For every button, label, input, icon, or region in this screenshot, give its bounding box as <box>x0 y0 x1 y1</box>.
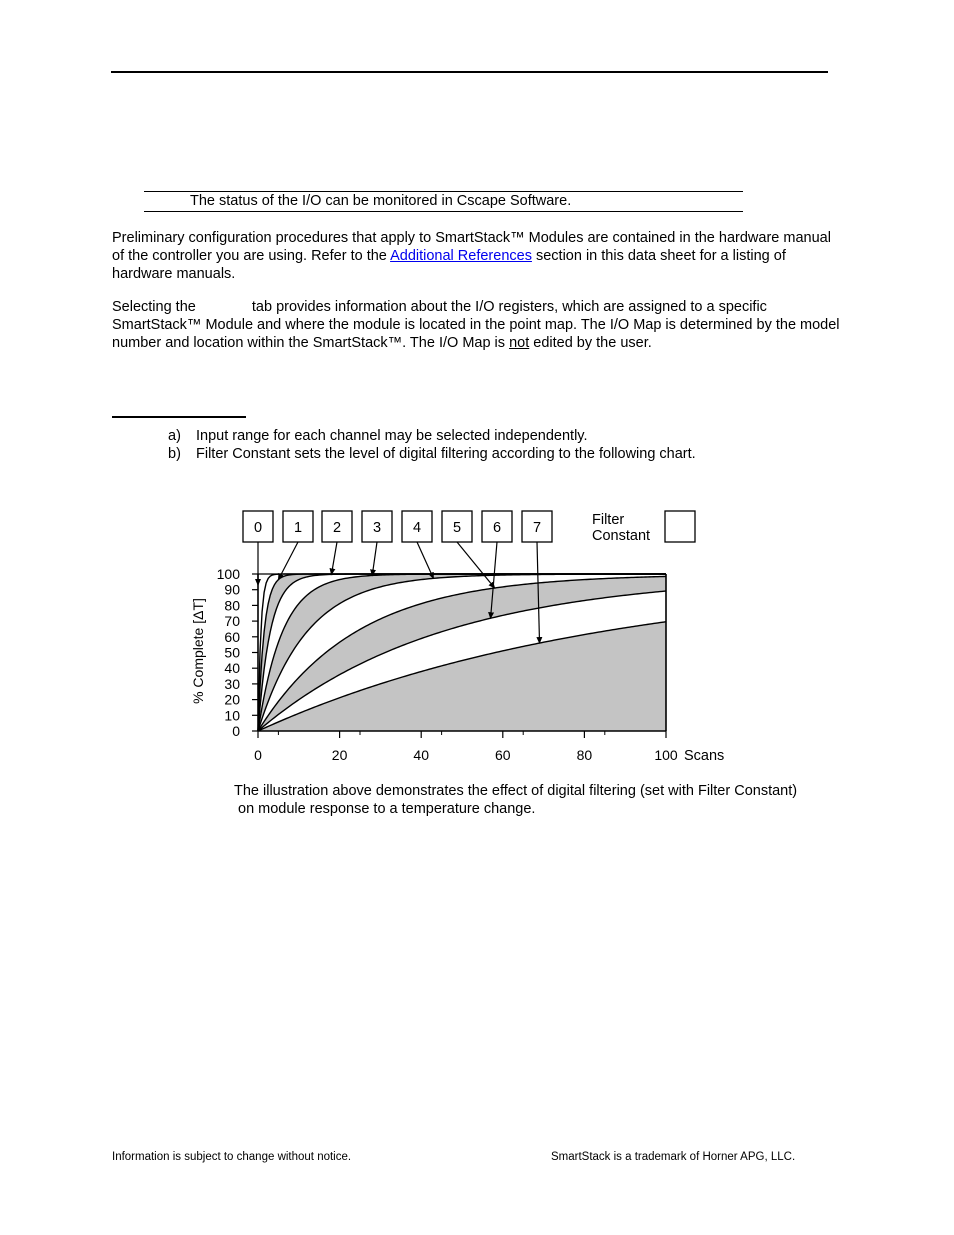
filter-constant-label-2: 2 <box>332 520 342 536</box>
list-item-text: Input range for each channel may be selected independently. <box>196 428 588 444</box>
y-tick-label: 80 <box>224 597 240 614</box>
x-tick-label: 80 <box>576 747 593 763</box>
paragraph-text: tab provides information about the I/O registers, which are assigned to a specific SmartStack™ Module and where the module is located in the point map. The I/O Map is determined by the model number and location within the SmartStack™. The I/O Map is <box>112 299 840 351</box>
x-tick-label: 20 <box>331 747 348 763</box>
callout-arrow-2 <box>331 542 337 574</box>
filter-constant-label-4: 4 <box>412 520 422 536</box>
chart-caption-line2: on module response to a temperature change. <box>238 801 536 817</box>
paragraph-text: Preliminary configuration procedures that apply to SmartStack™ Modules are contained in the hardware manual of the controller you are using. Refer to the <box>112 230 831 264</box>
paragraph-text: section in this data sheet for a listing of hardware manuals. <box>112 248 786 282</box>
x-axis-unit-label: Scans <box>684 748 725 764</box>
y-tick-label: 60 <box>224 628 240 645</box>
legend-box <box>665 511 695 542</box>
x-tick-label: 0 <box>254 747 262 763</box>
y-tick-label: 10 <box>224 707 240 724</box>
additional-references-link[interactable]: Additional References <box>390 248 532 264</box>
chart-caption-line1: The illustration above demonstrates the effect of digital filtering (set with Filter Constant) <box>234 783 798 799</box>
y-tick-label: 40 <box>224 660 240 677</box>
y-tick-label: 100 <box>216 566 240 582</box>
callout-arrow-3 <box>372 542 377 575</box>
filter-constant-label-3: 3 <box>372 520 382 536</box>
legend-title-line1: Filter <box>592 512 625 528</box>
list-item-text: Filter Constant sets the level of digital filtering according to the following chart. <box>196 446 696 462</box>
filter-constant-label-7: 7 <box>532 520 542 536</box>
y-tick-label: 50 <box>224 644 240 661</box>
callout-arrow-4 <box>417 542 433 578</box>
y-tick-label: 70 <box>224 613 240 630</box>
underlined-text: not <box>509 335 530 351</box>
legend-title-line2: Constant <box>592 528 651 544</box>
list-item-label: b) <box>168 446 181 462</box>
x-tick-label: 40 <box>413 747 429 763</box>
filter-constant-label-1: 1 <box>293 520 303 536</box>
y-tick-label: 20 <box>224 691 240 708</box>
paragraph-text: edited by the user. <box>529 335 652 351</box>
y-tick-label: 30 <box>224 675 240 692</box>
y-axis-label: % Complete [ΔT] <box>190 598 206 704</box>
filter-constant-label-0: 0 <box>253 520 263 536</box>
footer-trademark: SmartStack is a trademark of Horner APG, LLC. <box>551 1151 796 1163</box>
note-text: The status of the I/O can be monitored in Cscape Software. <box>190 193 572 209</box>
list-item-label: a) <box>168 428 181 444</box>
x-tick-label: 60 <box>495 747 511 763</box>
paragraph-text: Selecting the <box>112 299 200 315</box>
y-tick-label: 0 <box>232 723 240 739</box>
filter-constant-label-6: 6 <box>492 520 502 536</box>
x-tick-label: 100 <box>654 747 678 763</box>
footer-disclaimer: Information is subject to change without notice. <box>112 1151 352 1163</box>
y-tick-label: 90 <box>224 581 240 598</box>
filter-constant-label-5: 5 <box>452 520 462 536</box>
